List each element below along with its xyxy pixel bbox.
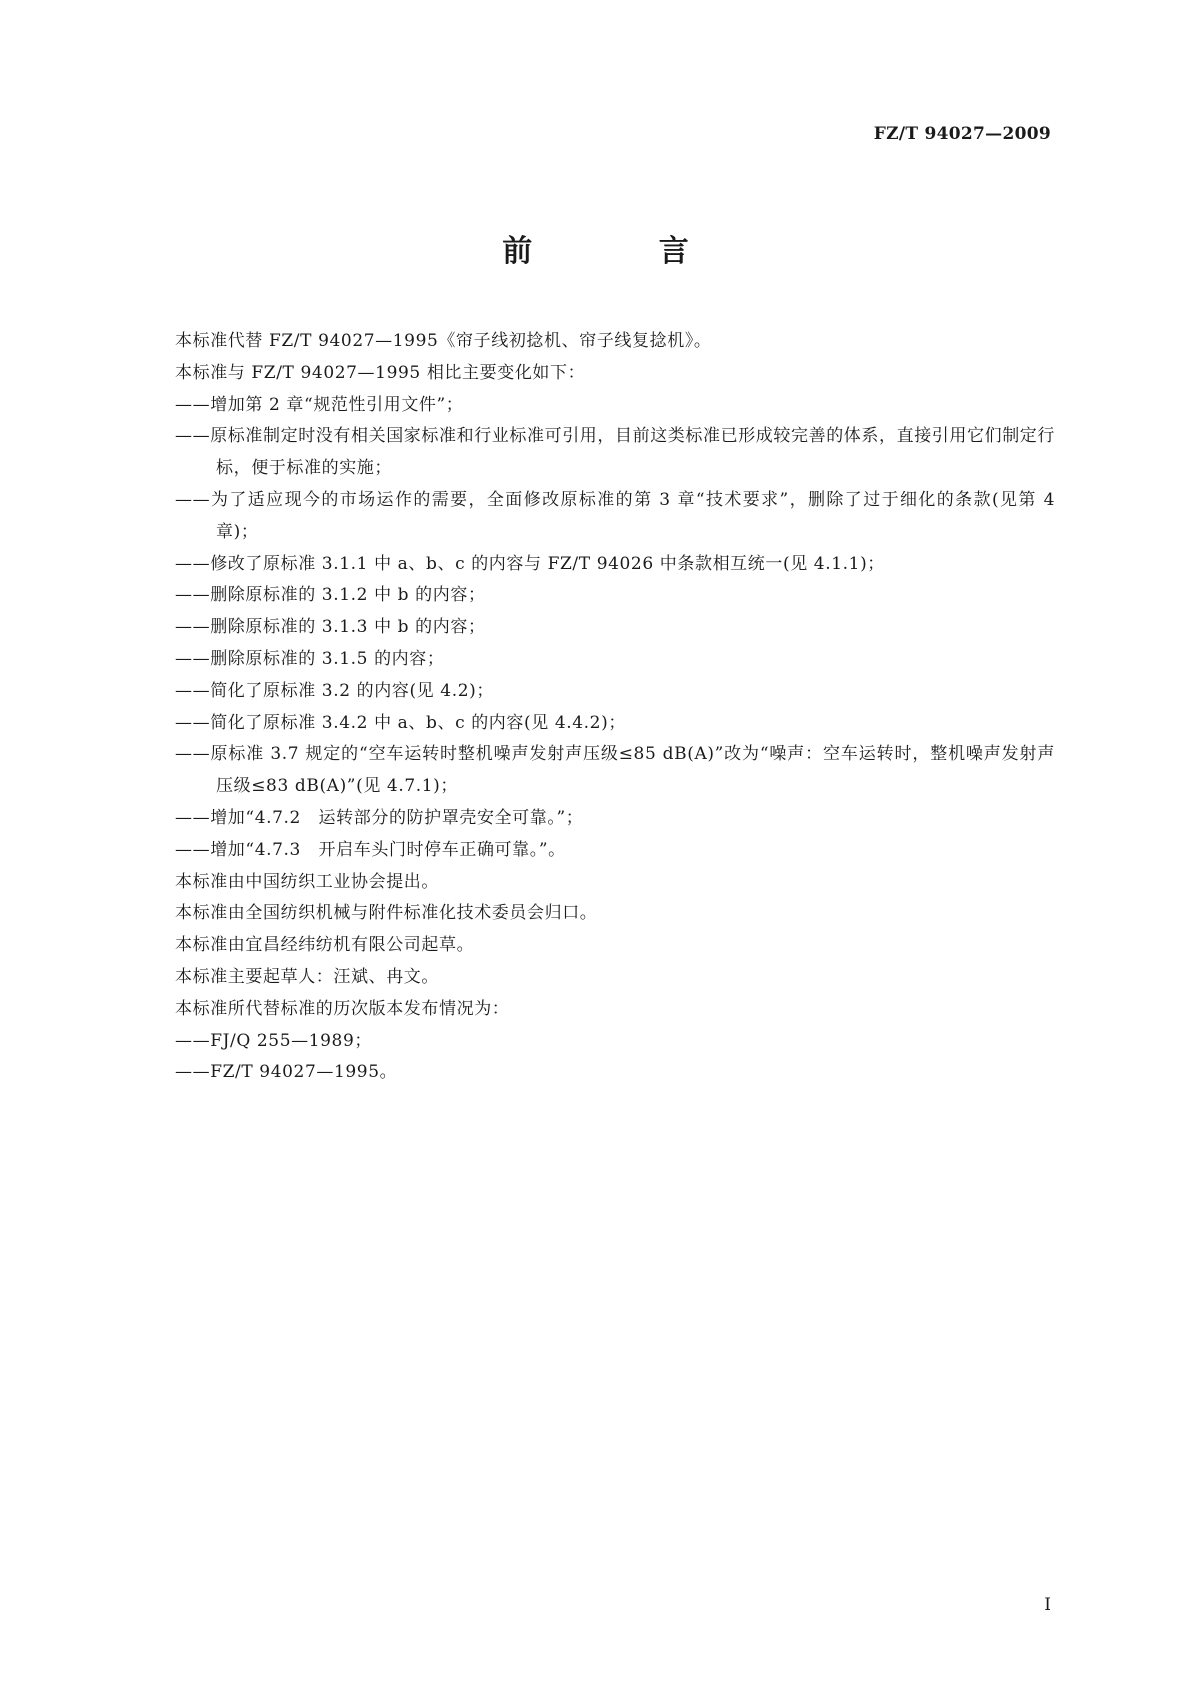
paragraph-drafters: 本标准主要起草人：汪斌、冉文。: [175, 966, 439, 987]
change-item: ——原标准制定时没有相关国家标准和行业标准可引用，目前这类标准已形成较完善的体系，直接引用它们制定行标，便于标准的实施；: [175, 426, 1055, 479]
change-item: ——删除原标准的 3.1.2 中 b 的内容；: [175, 585, 486, 606]
document-id: FZ/T 94027—2009: [873, 124, 1051, 144]
change-item: ——增加“4.7.3 开启车头门时停车正确可靠。”。: [175, 839, 566, 860]
page-title: 前 言: [502, 234, 747, 269]
change-item: ——为了适应现今的市场运作的需要，全面修改原标准的第 3 章“技术要求”，删除了过于细化的条款(见第 4 章)；: [175, 489, 1055, 542]
page-number: I: [1044, 1595, 1051, 1615]
history-item: ——FZ/T 94027—1995。: [175, 1062, 398, 1083]
paragraph-replaces: 本标准代替 FZ/T 94027—1995《帘子线初捻机、帘子线复捻机》。: [175, 331, 712, 351]
change-item: ——增加“4.7.2 运转部分的防护罩壳安全可靠。”；: [175, 807, 584, 828]
paragraph-committee: 本标准由全国纺织机械与附件标准化技术委员会归口。: [175, 903, 598, 924]
change-item: ——删除原标准的 3.1.3 中 b 的内容；: [175, 617, 486, 638]
paragraph-drafting-org: 本标准由宜昌经纬纺机有限公司起草。: [175, 935, 475, 956]
foreword-body: [175, 326, 1055, 1089]
paragraph-history-intro: 本标准所代替标准的历次版本发布情况为：: [175, 998, 510, 1019]
change-item: ——简化了原标准 3.4.2 中 a、b、c 的内容(见 4.4.2)；: [175, 712, 626, 733]
changes-list: [175, 390, 1055, 867]
change-item: ——简化了原标准 3.2 的内容(见 4.2)；: [175, 680, 494, 701]
change-item: ——原标准 3.7 规定的“空车运转时整机噪声发射声压级≤85 dB(A)”改为“噪声：空车运转时，整机噪声发射声压级≤83 dB(A)”(见 4.7.1)；: [175, 744, 1055, 797]
change-item: ——修改了原标准 3.1.1 中 a、b、c 的内容与 FZ/T 94026 中条款相互统一(见 4.1.1)；: [175, 553, 885, 574]
change-item: ——增加第 2 章“规范性引用文件”；: [175, 394, 464, 415]
paragraph-proposer: 本标准由中国纺织工业协会提出。: [175, 871, 439, 892]
history-item: ——FJ/Q 255—1989；: [175, 1030, 372, 1051]
change-item: ——删除原标准的 3.1.5 的内容；: [175, 648, 445, 669]
paragraph-changes-intro: 本标准与 FZ/T 94027—1995 相比主要变化如下：: [175, 362, 586, 383]
history-list: [175, 1026, 1055, 1090]
